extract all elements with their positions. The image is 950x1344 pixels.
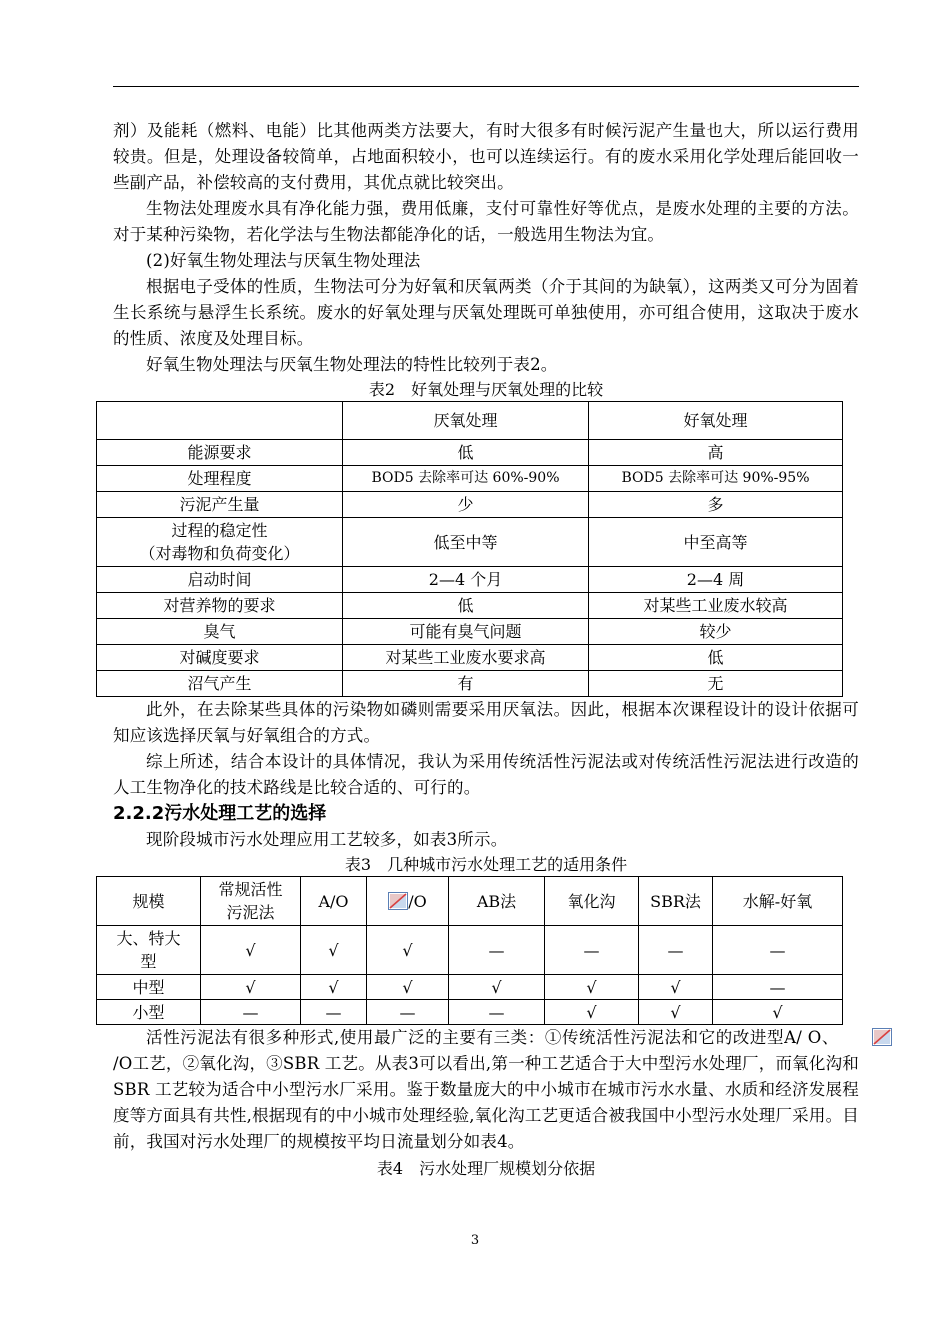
table-header-cell (201, 877, 301, 926)
table-cell: 中型 (97, 975, 201, 1000)
table-cell: 高 (589, 440, 843, 466)
table-header-row (97, 402, 843, 440)
table-cell: 无 (589, 671, 843, 697)
table-cell: 处理程度 (97, 466, 343, 492)
table-row (97, 645, 843, 671)
comparison-table (96, 401, 843, 697)
header-rule (113, 86, 859, 87)
table-cell: 2—4 周 (589, 567, 843, 593)
table3-caption: 表3 几种城市污水处理工艺的适用条件 (344, 855, 628, 874)
table-header-cell: AB法 (449, 877, 545, 926)
table-row (97, 619, 843, 645)
table-cell: BOD5 去除率可达 60%-90% (343, 466, 589, 492)
table-cell: √ (201, 926, 301, 975)
table-cell: 低 (343, 593, 589, 619)
table-row (97, 975, 843, 1000)
table-cell: √ (367, 975, 449, 1000)
table-cell: 低 (343, 440, 589, 466)
table-cell: √ (639, 975, 713, 1000)
subsection-heading: (2)好氧生物处理法与厌氧生物处理法 (146, 251, 421, 270)
table-cell: — (449, 1000, 545, 1025)
table-cell (97, 518, 343, 567)
paragraph: 生物法处理废水具有净化能力强，费用低廉，支付可靠性好等优点，是废水处理的主要的方法。对于某种污染物，若化学法与生物法都能净化的话，一般选用生物法为宜。 (113, 199, 859, 244)
table-row (97, 440, 843, 466)
paragraph: 好氧生物处理法与厌氧生物处理法的特性比较列于表2。 (146, 355, 558, 374)
paragraph (113, 1025, 859, 1155)
cell-line: 大、特大 (116, 929, 181, 948)
table-row (97, 671, 843, 697)
table-cell: 可能有臭气问题 (343, 619, 589, 645)
table-cell: 对某些工业废水要求高 (343, 645, 589, 671)
table-cell: 启动时间 (97, 567, 343, 593)
header-text: /O (408, 891, 427, 911)
table-cell: — (449, 926, 545, 975)
table-cell: √ (545, 1000, 639, 1025)
table-cell: 有 (343, 671, 589, 697)
broken-image-icon (388, 892, 408, 910)
table-cell: — (713, 975, 843, 1000)
table-row (97, 593, 843, 619)
table-cell: 能源要求 (97, 440, 343, 466)
table-row (97, 926, 843, 975)
cell-line: 型 (140, 952, 157, 971)
table-header-cell (97, 402, 343, 440)
paragraph: 综上所述，结合本设计的具体情况，我认为采用传统活性污泥法或对传统活性污泥法进行改造的人工生物净化的技术路线是比较合适的、可行的。 (113, 752, 859, 797)
table-row (97, 567, 843, 593)
table-cell: BOD5 去除率可达 90%-95% (589, 466, 843, 492)
table-row (97, 492, 843, 518)
table-header-cell: 好氧处理 (589, 402, 843, 440)
table-cell: √ (639, 1000, 713, 1025)
table-header-cell: 氧化沟 (545, 877, 639, 926)
table-cell: 2—4 个月 (343, 567, 589, 593)
section-heading: 2.2.2污水处理工艺的选择 (113, 803, 327, 824)
table-cell: — (639, 926, 713, 975)
table-cell: √ (545, 975, 639, 1000)
paragraph-part: 活性污泥法有很多种形式,使用最广泛的主要有三类：①传统活性污泥法和它的改进型A/ O、 (146, 1028, 839, 1047)
paragraph-part: /O工艺，②氧化沟，③SBR 工艺。从表3可以看出,第一种工艺适合于大中型污水处理厂，而氧化沟和SBR 工艺较为适合中小型污水厂采用。鉴于数量庞大的中小城市在城市污水水量、水质和经济发展程度等方面具有共性,根据现有的中小城市处理经验,氧化沟工艺更适合被我国中小型污水处理厂采用。目前，我国对污水处理厂的规模按平均日流量划分如表4。 (113, 1054, 859, 1151)
table4-caption: 表4 污水处理厂规模划分依据 (376, 1159, 596, 1178)
table-header-cell: 水解-好氧 (713, 877, 843, 926)
table-cell: 对碱度要求 (97, 645, 343, 671)
table-cell: — (201, 1000, 301, 1025)
paragraph: 根据电子受体的性质，生物法可分为好氧和厌氧两类（介于其间的为缺氧），这两类又可分为固着生长系统与悬浮生长系统。废水的好氧处理与厌氧处理既可单独使用，亦可组合使用，这取决于废水的性质、浓度及处理目标。 (113, 277, 859, 348)
table-cell: 小型 (97, 1000, 201, 1025)
page-number: 3 (470, 1233, 480, 1248)
broken-image-icon (839, 1028, 859, 1046)
table-cell (97, 926, 201, 975)
table-cell: 低 (589, 645, 843, 671)
table-cell: — (367, 1000, 449, 1025)
table-cell: 臭气 (97, 619, 343, 645)
paragraph: 剂）及能耗（燃料、电能）比其他两类方法要大，有时大很多有时候污泥产生量也大，所以运行费用较贵。但是，处理设备较简单，占地面积较小，也可以连续运行。有的废水采用化学处理后能回收一些副产品，补偿较高的支付费用，其优点就比较突出。 (113, 121, 859, 192)
table-header-cell: 规模 (97, 877, 201, 926)
table-cell: √ (449, 975, 545, 1000)
cell-line: 过程的稳定性 (171, 521, 268, 540)
table-header-cell: 厌氧处理 (343, 402, 589, 440)
table-cell: — (545, 926, 639, 975)
table-header-cell: A/O (301, 877, 367, 926)
table-cell: 污泥产生量 (97, 492, 343, 518)
table-cell: √ (713, 1000, 843, 1025)
cell-line: 污泥法 (226, 903, 275, 922)
cell-line: （对毒物和负荷变化） (139, 544, 300, 563)
table-row (97, 518, 843, 567)
paragraph: 此外，在去除某些具体的污染物如磷则需要采用厌氧法。因此，根据本次课程设计的设计依据可知应该选择厌氧与好氧组合的方式。 (113, 700, 859, 745)
table-cell: √ (301, 926, 367, 975)
table-cell: 对某些工业废水较高 (589, 593, 843, 619)
table2-caption: 表2 好氧处理与厌氧处理的比较 (368, 380, 604, 399)
page-body (113, 118, 859, 1180)
table-row (97, 1000, 843, 1025)
table-cell: — (713, 926, 843, 975)
table-cell: 低至中等 (343, 518, 589, 567)
table-cell: — (301, 1000, 367, 1025)
table-cell: 对营养物的要求 (97, 593, 343, 619)
process-table (96, 876, 843, 1025)
table-header-cell (367, 877, 449, 926)
table-header-cell: SBR法 (639, 877, 713, 926)
table-header-row (97, 877, 843, 926)
table-cell: √ (201, 975, 301, 1000)
table-row (97, 466, 843, 492)
table-cell: 少 (343, 492, 589, 518)
table-cell: 中至高等 (589, 518, 843, 567)
cell-line: 常规活性 (218, 880, 283, 899)
table-cell: 沼气产生 (97, 671, 343, 697)
table-cell: √ (301, 975, 367, 1000)
table-cell: 多 (589, 492, 843, 518)
table-cell: √ (367, 926, 449, 975)
paragraph: 现阶段城市污水处理应用工艺较多，如表3所示。 (146, 830, 508, 849)
table-cell: 较少 (589, 619, 843, 645)
